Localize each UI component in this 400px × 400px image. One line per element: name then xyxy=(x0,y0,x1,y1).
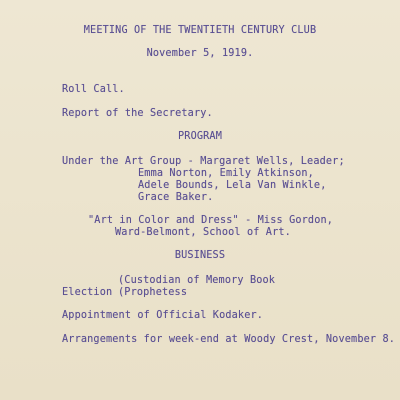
prophetess-office: (Prophetess xyxy=(118,287,188,298)
custodian-office: (Custodian of Memory Book xyxy=(118,275,276,286)
weekend-arrangements-item: Arrangements for week-end at Woody Crest, November 8. xyxy=(62,334,396,345)
talk-school-line: Ward-Belmont, School of Art. xyxy=(115,227,291,238)
art-group-members-line-1: Emma Norton, Emily Atkinson, xyxy=(138,168,314,179)
secretary-report-item: Report of the Secretary. xyxy=(62,108,213,119)
art-group-members-line-3: Grace Baker. xyxy=(138,192,214,203)
roll-call-item: Roll Call. xyxy=(62,84,125,95)
art-group-leader-line: Under the Art Group - Margaret Wells, Leader; xyxy=(62,156,345,167)
talk-title-line: "Art in Color and Dress" - Miss Gordon, xyxy=(88,215,334,226)
election-label: Election xyxy=(62,287,113,298)
program-heading: PROGRAM xyxy=(178,131,222,142)
art-group-members-line-2: Adele Bounds, Lela Van Winkle, xyxy=(138,180,327,191)
document-title: MEETING OF THE TWENTIETH CENTURY CLUB xyxy=(83,25,317,36)
business-heading: BUSINESS xyxy=(174,250,226,261)
meeting-date: November 5, 1919. xyxy=(146,48,254,59)
kodaker-appointment-item: Appointment of Official Kodaker. xyxy=(62,310,264,321)
